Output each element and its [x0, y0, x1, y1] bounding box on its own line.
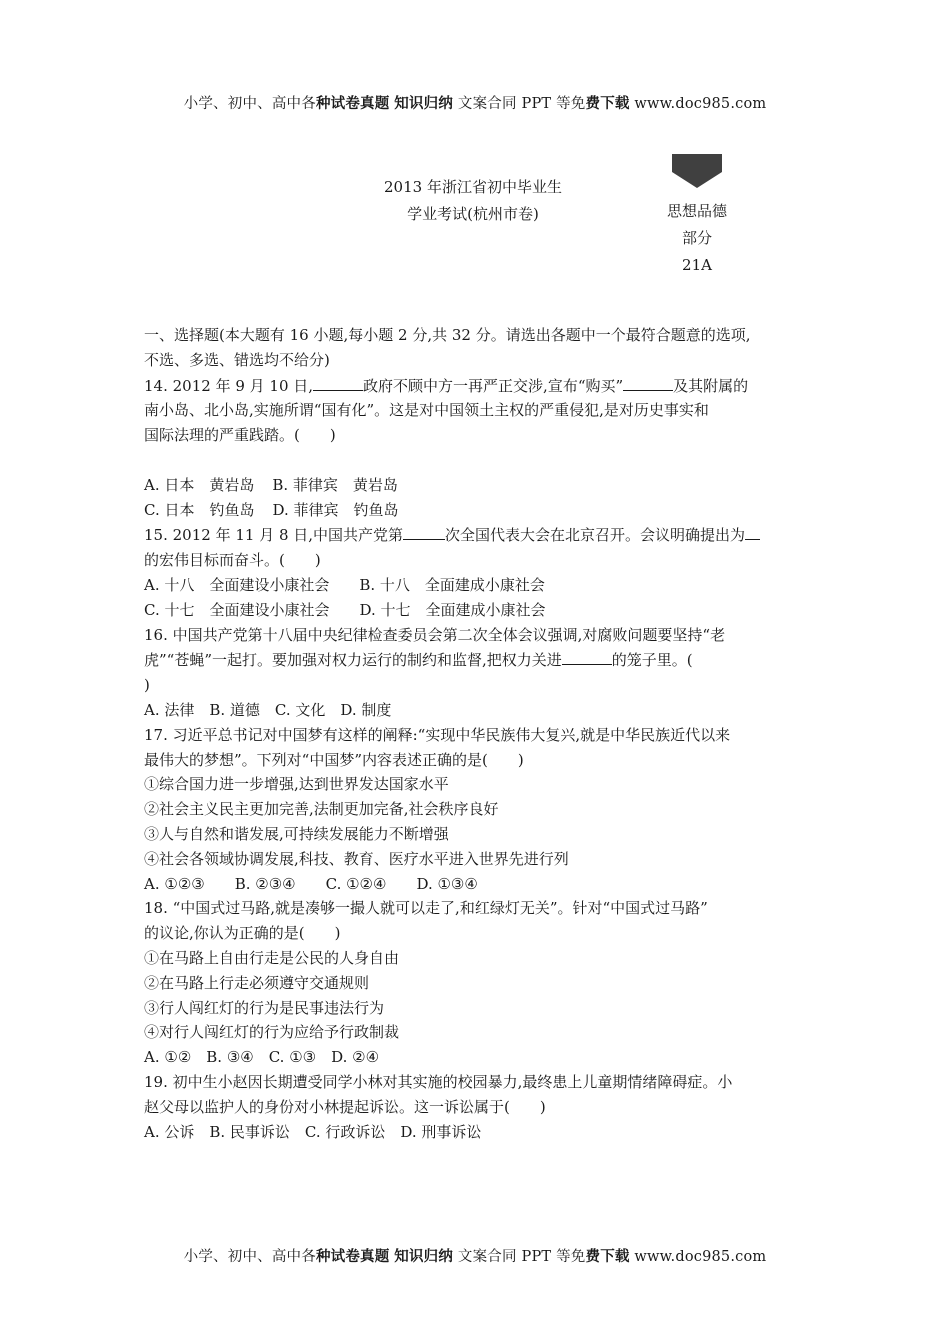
- exam-title-line-2: 学业考试(杭州市卷): [407, 205, 539, 223]
- question-15-line-1: [144, 522, 814, 548]
- question-14: [144, 373, 814, 523]
- header-url: www.doc985.com: [629, 96, 767, 112]
- question-14-text: 及其附属的: [673, 376, 749, 395]
- question-14-text: 14. 2012 年 9 月 10 日,: [144, 376, 314, 395]
- down-arrow-icon: [672, 154, 722, 188]
- subject-line-2: 部分: [681, 229, 712, 247]
- question-16-options: A. 法律 B. 道德 C. 文化 D. 制度: [144, 700, 392, 719]
- exam-title: [358, 174, 588, 228]
- question-18-item-1: ①在马路上自由行走是公民的人身自由: [144, 948, 400, 967]
- question-17-item-1: ①综合国力进一步增强,达到世界发达国家水平: [144, 775, 449, 794]
- question-17-options: [144, 872, 814, 897]
- footer-url: www.doc985.com: [629, 1249, 767, 1265]
- question-18-item-2: ②在马路上行走必须遵守交通规则: [144, 973, 370, 992]
- footer-bold-text: 知识归纳: [394, 1248, 454, 1265]
- question-14-line-1: [144, 373, 814, 399]
- option-a: A. 日本 黄岩岛: [144, 475, 255, 494]
- header-banner: [0, 92, 950, 113]
- option-a: A. 十八 全面建设小康社会: [144, 575, 330, 594]
- option-c: C. 十七 全面建设小康社会: [144, 600, 330, 619]
- option-c: C. 日本 钓鱼岛: [144, 500, 255, 519]
- question-16: [144, 623, 814, 723]
- answer-blank: [562, 647, 612, 665]
- question-18: [144, 896, 814, 1070]
- option-b: B. 菲律宾 黄岩岛: [272, 475, 398, 494]
- option-c: C. ①②④: [325, 874, 387, 893]
- subject-line-1: 思想品德: [666, 202, 727, 220]
- header-bold-text: 种试卷真题: [315, 95, 390, 112]
- subject-label: [647, 198, 747, 279]
- question-16-text: 虎”“苍蝇”一起打。要加强对权力运行的制约和监督,把权力关进: [144, 651, 562, 670]
- question-15: [144, 522, 814, 622]
- header-text: 小学、初中、高中各: [183, 96, 316, 112]
- subject-code: 21A: [682, 256, 712, 274]
- question-19: [144, 1070, 814, 1144]
- header-bold-text: 费下载: [585, 95, 630, 112]
- question-16-text: 的笼子里。(: [611, 651, 693, 670]
- question-15-options-1: [144, 573, 814, 598]
- answer-blank: [403, 522, 445, 540]
- header-bold-text: 知识归纳: [394, 95, 454, 112]
- footer-banner: [0, 1245, 950, 1266]
- section-heading: 一、选择题(本大题有 16 小题,每小题 2 分,共 32 分。请选出各题中一个最符合题意的选项,: [144, 326, 751, 344]
- option-b: B. 十八 全面建成小康社会: [359, 575, 545, 594]
- question-19-line-1: 19. 初中生小赵因长期遭受同学小林对其实施的校园暴力,最终患上儿童期情绪障碍症。小: [144, 1072, 733, 1091]
- option-d: D. 十七 全面建成小康社会: [359, 600, 546, 619]
- question-17-line-2: 最伟大的梦想”。下列对“中国梦”内容表述正确的是( ): [144, 750, 524, 769]
- question-18-line-2: 的议论,你认为正确的是( ): [144, 924, 341, 943]
- footer-bold-text: 费下载: [585, 1248, 630, 1265]
- question-18-item-4: ④对行人闯红灯的行为应给予行政制裁: [144, 1023, 400, 1042]
- footer-text: 文案合同 PPT 等免: [453, 1249, 586, 1265]
- option-d: D. ①③④: [416, 874, 478, 893]
- question-17-item-2: ②社会主义民主更加完善,法制更加完备,社会秩序良好: [144, 800, 499, 819]
- question-17-item-3: ③人与自然和谐发展,可持续发展能力不断增强: [144, 824, 449, 843]
- question-16-line-3: ): [144, 676, 150, 695]
- option-b: B. ②③④: [234, 874, 296, 893]
- exam-title-line-1: 2013 年浙江省初中毕业生: [384, 178, 562, 196]
- question-18-options: A. ①② B. ③④ C. ①③ D. ②④: [144, 1048, 380, 1067]
- question-17: [144, 723, 814, 897]
- question-15-text: 15. 2012 年 11 月 8 日,中国共产党第: [144, 526, 404, 545]
- question-14-line-3: 国际法理的严重践踏。( ): [144, 426, 336, 445]
- footer-text: 小学、初中、高中各: [183, 1249, 316, 1265]
- question-16-line-1: 16. 中国共产党第十八届中央纪律检查委员会第二次全体会议强调,对腐败问题要坚持“老: [144, 625, 726, 644]
- question-15-text: 次全国代表大会在北京召开。会议明确提出为: [445, 526, 746, 545]
- option-a: A. ①②③: [144, 874, 205, 893]
- question-15-options-2: [144, 598, 814, 623]
- question-19-line-2: 赵父母以监护人的身份对小林提起诉讼。这一诉讼属于( ): [144, 1097, 546, 1116]
- question-14-options-2: [144, 498, 814, 523]
- option-d: D. 菲律宾 钓鱼岛: [272, 500, 399, 519]
- question-14-text: 政府不顾中方一再严正交涉,宣布“购买”: [363, 376, 624, 395]
- question-14-line-2: 南小岛、北小岛,实施所谓“国有化”。这是对中国领土主权的严重侵犯,是对历史事实和: [144, 401, 709, 420]
- exam-content: [144, 323, 814, 1144]
- answer-blank: [313, 373, 363, 391]
- header-text: 文案合同 PPT 等免: [453, 96, 586, 112]
- footer-bold-text: 种试卷真题: [315, 1248, 390, 1265]
- section-heading-cont: 不选、多选、错选均不给分): [144, 350, 330, 369]
- answer-blank: [623, 373, 673, 391]
- question-14-options-1: [144, 473, 814, 498]
- question-18-line-1: 18. “中国式过马路,就是凑够一撮人就可以走了,和红绿灯无关”。针对“中国式过马路”: [144, 899, 708, 918]
- question-17-line-1: 17. 习近平总书记对中国梦有这样的阐释:“实现中华民族伟大复兴,就是中华民族近代以来: [144, 725, 731, 744]
- question-17-item-4: ④社会各领域协调发展,科技、教育、医疗水平进入世界先进行列: [144, 849, 569, 868]
- answer-blank: [745, 522, 760, 540]
- question-15-line-2: 的宏伟目标而奋斗。( ): [144, 551, 321, 570]
- question-18-item-3: ③行人闯红灯的行为是民事违法行为: [144, 998, 385, 1017]
- question-19-options: A. 公诉 B. 民事诉讼 C. 行政诉讼 D. 刑事诉讼: [144, 1122, 482, 1141]
- question-16-line-2: [144, 647, 814, 673]
